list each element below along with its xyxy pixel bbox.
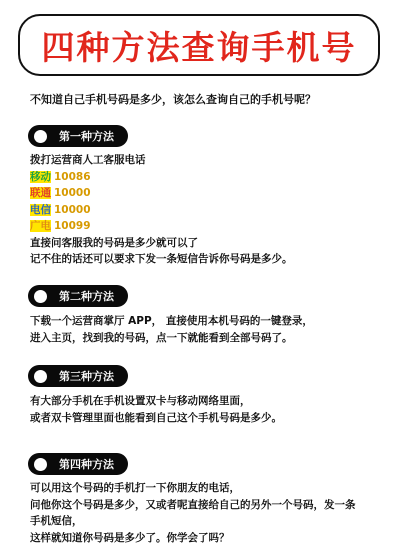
method-1-header (28, 125, 128, 147)
method-4-label: 第四种方法 (59, 458, 114, 471)
method-1-after-line-1: 直接问客服我的号码是多少就可以了 (30, 236, 198, 249)
carrier-row-broadcast (30, 218, 380, 235)
method-1-after-line-2: 记不住的话还可以要求下发一条短信告诉你号码是多少。 (30, 253, 293, 265)
carrier-number: 10099 (54, 220, 91, 232)
carrier-number: 10000 (54, 187, 91, 199)
circle-icon (34, 290, 47, 303)
method-1-line-1: 拨打运营商人工客服电话 (30, 154, 146, 166)
carrier-row-telecom (30, 202, 380, 219)
carrier-name: 电信 (30, 203, 51, 216)
method-4-line-4: 这样就知道你号码是多少了。你学会了吗？ (30, 531, 230, 544)
method-4-line-1: 可以用这个号码的手机打一下你朋友的电话， (30, 482, 240, 494)
carrier-name: 移动 (30, 170, 51, 183)
method-3-body (30, 393, 380, 426)
method-2-header (28, 285, 128, 307)
method-1-body (30, 152, 380, 268)
method-3-header (28, 365, 128, 387)
carrier-row-mobile (30, 169, 380, 186)
method-4-line-3: 手机短信， (30, 515, 83, 527)
carrier-name: 广电 (30, 220, 51, 232)
carrier-number: 10086 (54, 170, 91, 183)
method-1-label: 第一种方法 (59, 130, 114, 143)
method-4-header (28, 453, 128, 475)
method-2-line-2: 进入主页，找到我的号码，点一下就能看到全部号码了。 (30, 331, 293, 344)
circle-icon (34, 370, 47, 383)
intro-text: 不知道自己手机号码是多少，该怎么查询自己的手机号呢？ (30, 93, 316, 106)
carrier-name: 联通 (30, 187, 51, 199)
method-3-label: 第三种方法 (59, 370, 114, 383)
method-4-body (30, 480, 380, 546)
method-4-line-2: 问他你这个号码是多少，又或者呢直接给自己的另外一个号码，发一条 (30, 498, 356, 511)
carrier-number: 10000 (54, 203, 91, 216)
method-3-line-2: 或者双卡管理里面也能看到自己这个手机号码是多少。 (30, 411, 282, 424)
method-2-label: 第二种方法 (59, 290, 114, 303)
carrier-row-unicom (30, 185, 380, 202)
title-box (18, 14, 380, 76)
circle-icon (34, 458, 47, 471)
method-3-line-1: 有大部分手机在手机设置双卡与移动网络里面， (30, 395, 251, 407)
page-title: 四种方法查询手机号 (41, 27, 357, 67)
method-2-line-1: 下载一个运营商掌厅 APP， 直接使用本机号码的一键登录， (30, 315, 313, 327)
circle-icon (34, 130, 47, 143)
method-2-body (30, 313, 380, 346)
